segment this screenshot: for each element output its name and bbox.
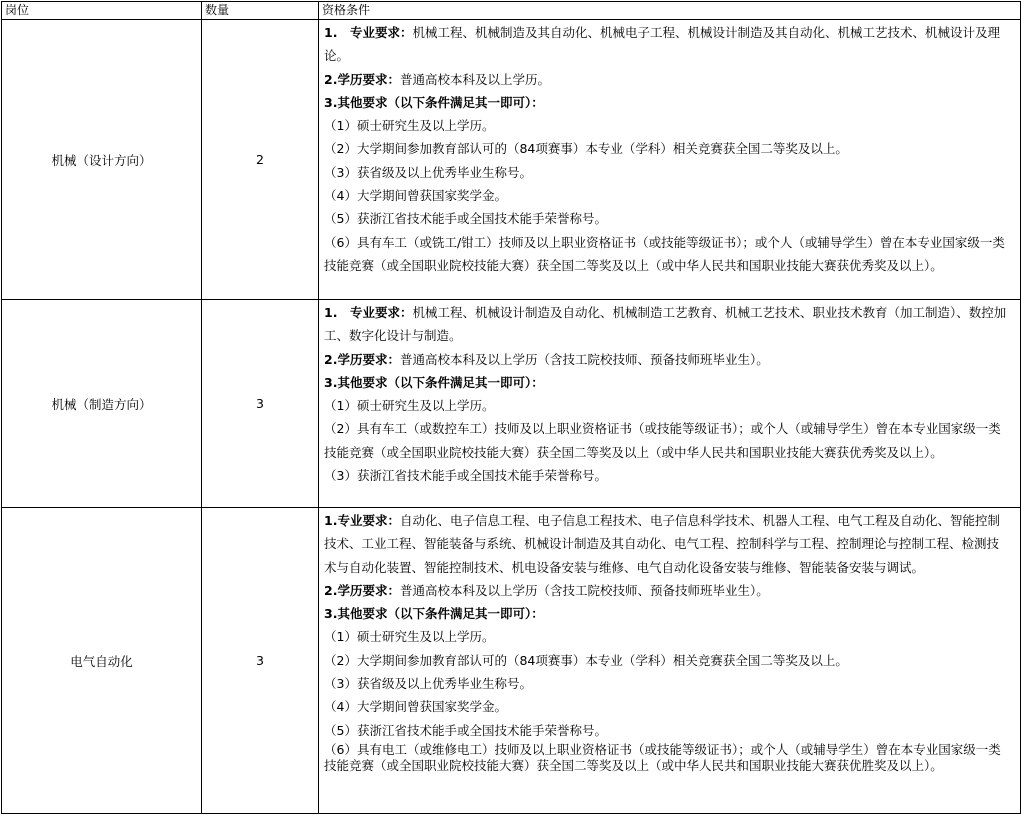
major-text: 自动化、电子信息工程、电子信息工程技术、电子信息科学技术、机器人工程、电气工程及自动化、智能控制技术、工业工程、智能装备与系统、机械设计制造及其自动化、电气工程、控制科学与工程、控制理论与控制工程、检测技术与自动化装置、智能控制技术、机电设备安装与维修、电气自动化设备安装与维修、智能装备安装与调试。 bbox=[324, 513, 1000, 575]
condition-item: （1）硕士研究生及以上学历。 bbox=[324, 118, 495, 134]
condition-item: （4）大学期间曾获国家奖学金。 bbox=[324, 188, 507, 204]
table-row bbox=[2, 20, 1021, 300]
education-text: 普通高校本科及以上学历。 bbox=[399, 71, 550, 87]
education-label: 2.学历要求： bbox=[324, 582, 400, 598]
condition-item: （5）获浙江省技术能手或全国技术能手荣誉称号。 bbox=[324, 722, 607, 738]
condition-item: （3）获省级及以上优秀毕业生称号。 bbox=[324, 164, 532, 180]
requirements-cell bbox=[319, 20, 1021, 300]
condition-item: （6）具有车工（或铣工/钳工）技师及以上职业资格证书（或技能等级证书）；或个人（或辅导学生）曾在本专业国家级一类技能竞赛（或全国职业院校技能大赛）获全国二等奖及以上（或中华人民共和国职业技能大赛获优秀奖及以上）。 bbox=[324, 234, 1005, 273]
header-row bbox=[2, 2, 1021, 20]
count-cell: 3 bbox=[202, 508, 319, 814]
major-text: 机械工程、机械设计制造及自动化、机械制造工艺教育、机械工艺技术、职业技术教育（加工制造）、数控加工、数字化设计与制造。 bbox=[324, 305, 1007, 344]
post-cell: 机械（设计方向） bbox=[2, 20, 202, 300]
education-requirement bbox=[324, 68, 1010, 91]
education-requirement bbox=[324, 579, 1010, 602]
education-label: 2.学历要求： bbox=[324, 71, 400, 87]
education-text: 普通高校本科及以上学历（含技工院校技师、预备技师班毕业生）。 bbox=[399, 582, 769, 598]
condition-item: （1）硕士研究生及以上学历。 bbox=[324, 629, 495, 645]
post-cell: 电气自动化 bbox=[2, 508, 202, 814]
condition-item: （2）大学期间参加教育部认可的（84项赛事）本专业（学科）相关竞赛获全国二等奖及以上。 bbox=[324, 652, 848, 668]
condition-item: （2）大学期间参加教育部认可的（84项赛事）本专业（学科）相关竞赛获全国二等奖及以上。 bbox=[324, 141, 848, 157]
other-requirements-label: 3.其他要求（以下条件满足其一即可）： bbox=[324, 606, 544, 622]
condition-item: （3）获浙江省技术能手或全国技术能手荣誉称号。 bbox=[324, 468, 607, 484]
header-requirements: 资格条件 bbox=[319, 2, 1021, 20]
condition-item: （1）硕士研究生及以上学历。 bbox=[324, 398, 495, 414]
condition-item: （6）具有电工（或维修电工）技师及以上职业资格证书（或技能等级证书）；或个人（或辅导学生）曾在本专业国家级一类技能竞赛（或全国职业院校技能大赛）获全国二等奖及以上（或中华人民共和国职业技能大赛获优胜奖及以上）。 bbox=[324, 741, 1001, 773]
education-requirement bbox=[324, 348, 1010, 371]
other-requirements-label: 3.其他要求（以下条件满足其一即可）： bbox=[324, 374, 544, 390]
education-text: 普通高校本科及以上学历（含技工院校技师、预备技师班毕业生）。 bbox=[399, 351, 769, 367]
table-row bbox=[2, 300, 1021, 508]
condition-item: （3）获省级及以上优秀毕业生称号。 bbox=[324, 676, 532, 692]
condition-item: （5）获浙江省技术能手或全国技术能手荣誉称号。 bbox=[324, 211, 607, 227]
count-cell: 2 bbox=[202, 20, 319, 300]
major-requirement bbox=[324, 301, 1010, 348]
major-requirement bbox=[324, 509, 1010, 579]
header-post: 岗位 bbox=[2, 2, 202, 20]
education-label: 2.学历要求： bbox=[324, 351, 400, 367]
major-label: 1.专业要求： bbox=[324, 513, 400, 528]
requirements-cell bbox=[319, 300, 1021, 508]
header-count: 数量 bbox=[202, 2, 319, 20]
condition-item: （2）具有车工（或数控车工）技师及以上职业资格证书（或技能等级证书）；或个人（或辅导学生）曾在本专业国家级一类技能竞赛（或全国职业院校技能大赛）获全国二等奖及以上（或中华人民共和国职业技能大赛获优秀奖及以上）。 bbox=[324, 421, 1001, 460]
major-requirement bbox=[324, 21, 1010, 68]
table-row bbox=[2, 508, 1021, 814]
post-cell: 机械（制造方向） bbox=[2, 300, 202, 508]
requirements-cell bbox=[319, 508, 1021, 814]
other-requirements-label: 3.其他要求（以下条件满足其一即可）： bbox=[324, 94, 544, 110]
job-requirements-table bbox=[1, 1, 1021, 814]
major-text: 机械工程、机械制造及其自动化、机械电子工程、机械设计制造及其自动化、机械工艺技术、机械设计及理论。 bbox=[324, 25, 1000, 64]
major-label: 1. 专业要求： bbox=[324, 25, 413, 40]
count-cell: 3 bbox=[202, 300, 319, 508]
condition-item: （4）大学期间曾获国家奖学金。 bbox=[324, 699, 507, 715]
major-label: 1. 专业要求： bbox=[324, 305, 413, 320]
